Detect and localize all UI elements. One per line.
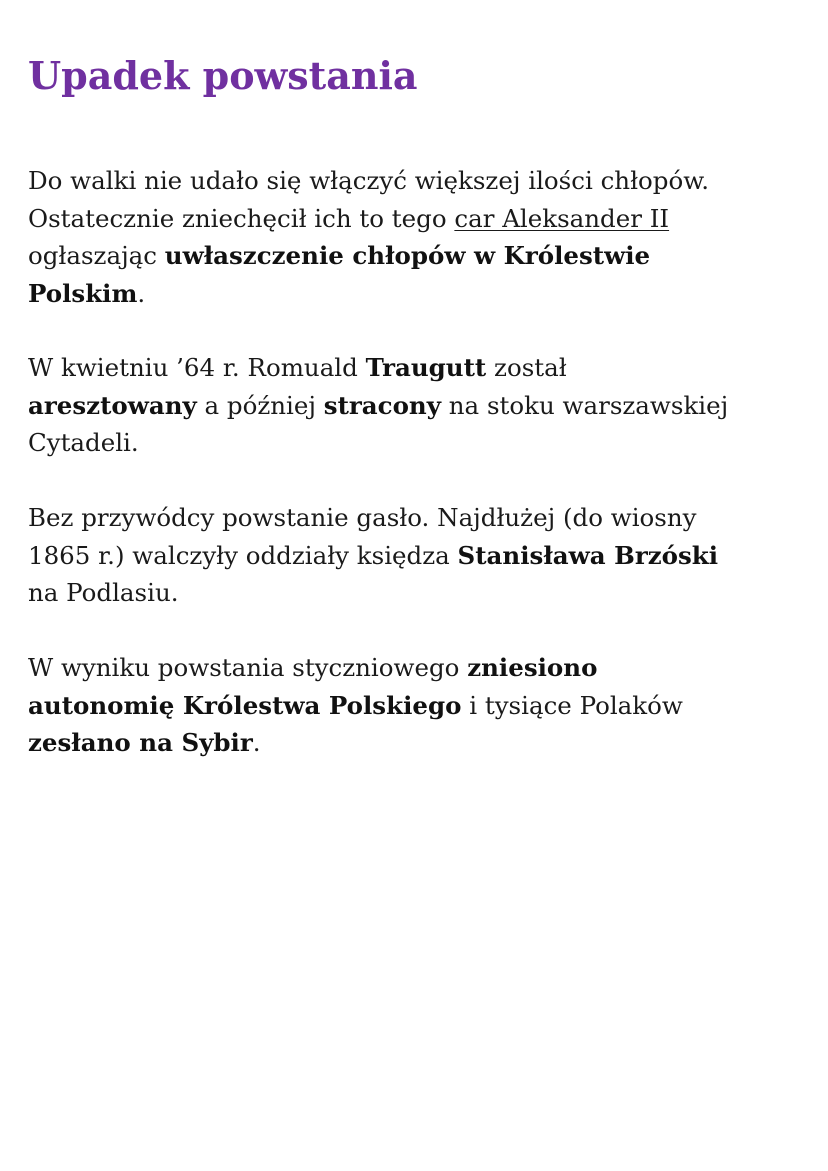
bold-text: uwłaszczenie chłopów w Królestwie <box>164 241 651 270</box>
underlined-text: car Aleksander II <box>454 203 670 233</box>
bold-text: Traugutt <box>365 353 487 382</box>
text-run: Bez przywódcy powstanie gasło. Najdłużej (do wiosny <box>28 503 697 532</box>
text-run: . <box>252 728 261 757</box>
text-run: . <box>137 278 146 308</box>
text-line <box>28 200 818 238</box>
paragraph-peasants <box>28 162 818 312</box>
text-run: 1865 r.) walczyły oddziały księdza <box>28 540 458 570</box>
text-line <box>28 275 818 313</box>
bold-text: Polskim <box>28 278 138 308</box>
text-line <box>28 724 818 762</box>
bold-text: zesłano na Sybir <box>28 728 253 757</box>
text-run: i tysiące Polaków <box>461 690 683 720</box>
bold-text: stracony <box>323 390 441 420</box>
bold-text: zniesiono <box>467 653 598 682</box>
text-line <box>28 649 818 687</box>
text-run: Cytadeli. <box>28 428 139 457</box>
text-line <box>28 237 818 275</box>
bold-text: Stanisława Brzóski <box>457 540 719 570</box>
text-line <box>28 574 818 612</box>
text-line <box>28 537 818 575</box>
paragraph-traugutt <box>28 349 818 462</box>
text-line <box>28 424 818 462</box>
paragraph-consequences <box>28 649 818 762</box>
text-run: a później <box>196 390 324 420</box>
text-run: Ostatecznie zniechęcił ich to tego <box>28 203 455 233</box>
text-run: ogłaszając <box>28 241 165 270</box>
text-run: Do walki nie udało się włączyć większej ilości chłopów. <box>28 166 710 195</box>
bold-text: aresztowany <box>28 390 197 420</box>
paragraph-brzoska <box>28 499 818 612</box>
text-line <box>28 162 818 200</box>
text-line <box>28 499 818 537</box>
bold-text: autonomię Królestwa Polskiego <box>28 690 462 720</box>
text-run: W wyniku powstania styczniowego <box>28 653 468 682</box>
text-line <box>28 687 818 725</box>
text-run: został <box>486 353 567 382</box>
text-run: na stoku warszawskiej <box>440 390 729 420</box>
text-run: W kwietniu ’64 r. Romuald <box>28 353 366 382</box>
text-line <box>28 349 818 387</box>
page-title: Upadek powstania <box>28 53 418 98</box>
text-run: na Podlasiu. <box>28 578 179 607</box>
text-line <box>28 387 818 425</box>
